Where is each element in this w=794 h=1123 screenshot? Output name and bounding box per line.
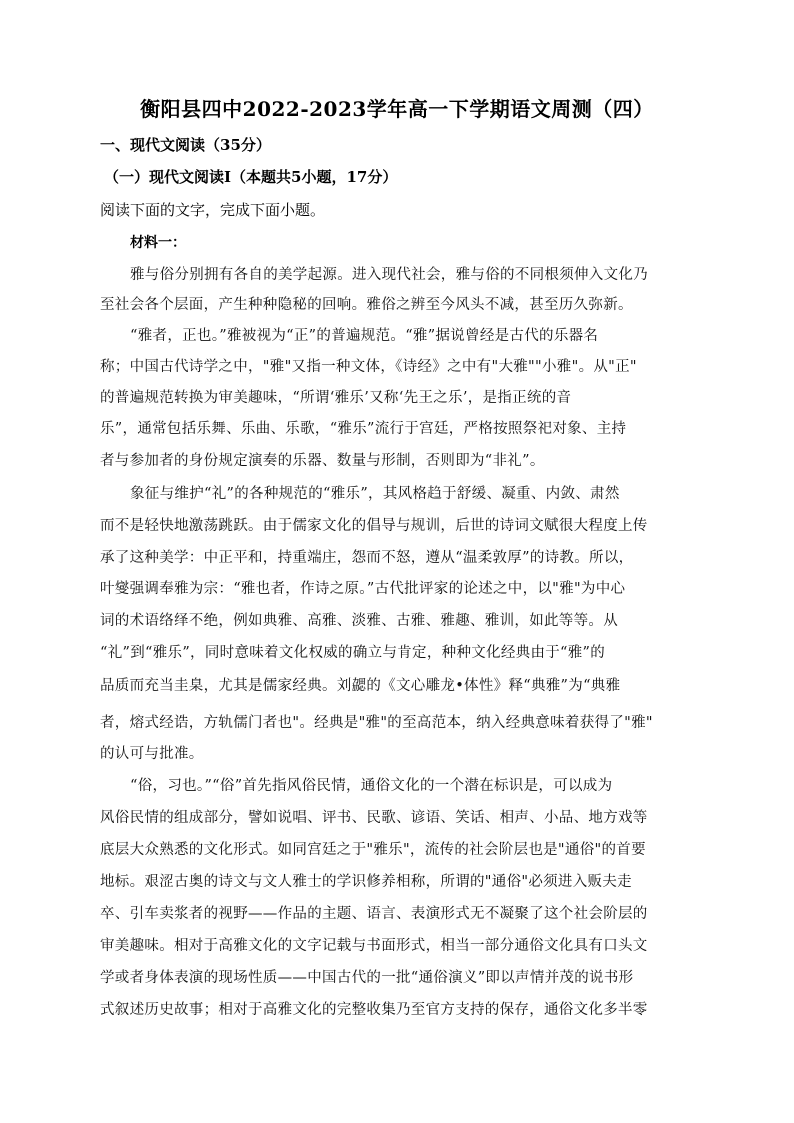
text-line: 风俗民情的组成部分，譬如说唱、评书、民歌、谚语、笑话、相声、小品、地方戏等	[100, 810, 648, 826]
text-line: 承了这种美学：中正平和，持重端庄，怨而不怒，遵从“温柔敦厚”的诗教。所以，	[100, 550, 634, 566]
text-line: 式叙述历史故事；相对于高雅文化的完整收集乃至官方支持的保存，通俗文化多半零	[100, 1002, 648, 1018]
text-line: 的认可与批准。	[100, 746, 204, 762]
text-line: 品质而充当圭臬，尤其是儒家经典。刘勰的《文心雕龙•体性》释“典雅”为“典雅	[100, 678, 621, 694]
text-line: 卒、引车卖浆者的视野——作品的主题、语言、表演形式无不凝聚了这个社会阶层的	[100, 906, 648, 922]
text-line: 者与参加者的身份规定演奏的乐器、数量与形制，否则即为“非礼”。	[100, 453, 545, 469]
text-line: “礼”到“雅乐”，同时意味着文化权威的确立与肯定，种种文化经典由于“雅”的	[100, 645, 606, 661]
text-line: 底层大众熟悉的文化形式。如同宫廷之于"雅乐"，流传的社会阶层也是"通俗"的首要	[100, 842, 646, 858]
text-line: 至社会各个层面，产生种种隐秘的回响。雅俗之辨至今风头不减，甚至历久弥新。	[100, 297, 633, 313]
text-line: 乐”，通常包括乐舞、乐曲、乐歌，“雅乐”流行于宫廷，严格按照祭祀对象、主持	[100, 421, 627, 437]
text-line: 雅与俗分别拥有各自的美学起源。进入现代社会，雅与俗的不同根须伸入文化乃	[130, 267, 648, 283]
text-line: 审美趣味。相对于高雅文化的文字记载与书面形式，相当一部分通俗文化具有口头文	[100, 938, 648, 954]
text-line: 的普遍规范转换为审美趣味，“所谓‘雅乐’又称‘先王之乐’，是指正统的音	[100, 390, 572, 406]
subsection-heading: （一）现代文阅读Ⅰ（本题共5小题，17分）	[104, 168, 398, 186]
text-line: “雅者，正也。”雅被视为“正”的普遍规范。“雅”据说曾经是古代的乐器名	[130, 328, 599, 344]
text-line: 称；中国古代诗学之中，"雅"又指一种文体，《诗经》之中有"大雅""小雅"。从"正"	[100, 359, 637, 375]
text-line: 象征与维护“礼”的各种规范的“雅乐”，其风格趋于舒缓、凝重、内敛、肃然	[130, 486, 620, 502]
section-heading: 一、现代文阅读（35分）	[100, 136, 271, 154]
text-line: 地标。艰涩古奥的诗文与文人雅士的学识修养相称，所谓的"通俗"必须进入贩夫走	[100, 874, 632, 890]
instruction-text: 阅读下面的文字，完成下面小题。	[100, 201, 326, 219]
text-line: 叶燮强调奉雅为宗：“雅也者，作诗之原。”古代批评家的论述之中，以"雅"为中心	[100, 581, 626, 597]
text-line: 者，熔式经诰，方轨儒门者也"。经典是"雅"的至高范本，纳入经典意味着获得了"雅"	[100, 715, 653, 731]
text-line: 学或者身体表演的现场性质——中国古代的一批“通俗演义”即以声情并茂的说书形	[100, 970, 634, 986]
text-line: “俗，习也。”“俗”首先指风俗民情，通俗文化的一个潜在标识是，可以成为	[130, 778, 613, 794]
text-line: 词的术语络绎不绝，例如典雅、高雅、淡雅、古雅、雅趣、雅训，如此等等。从	[100, 613, 618, 629]
material-label: 材料一：	[130, 235, 186, 251]
text-line: 而不是轻快地激荡跳跃。由于儒家文化的倡导与规训，后世的诗词文赋很大程度上传	[100, 518, 648, 534]
document-title: 衡阳县四中2022-2023学年高一下学期语文周测（四）	[140, 97, 654, 121]
